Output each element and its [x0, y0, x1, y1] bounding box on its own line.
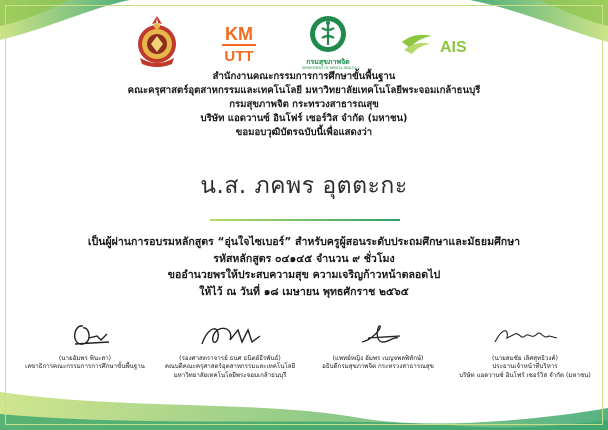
signature-dmh — [338, 320, 418, 350]
signatory-obec-name: (นายอัมพร พินะสา) — [58, 355, 112, 362]
signatory-kmutt-position-2: มหาวิทยาลัยเทคโนโลยีพระจอมเกล้าธนบุรี — [173, 371, 287, 379]
dmh-sub-label: DEPARTMENT OF MENTAL HEALTH — [302, 66, 356, 70]
org-line-kmutt: คณะครุศาสตร์อุตสาหกรรมและเทคโนโลยี มหาวิทยาลัยเทคโนโลยีพระจอมเกล้าธนบุรี — [127, 85, 481, 96]
signature-ais — [485, 320, 565, 350]
ais-text: AIS — [440, 39, 467, 56]
signatory-ais-position-1: ประธานเจ้าหน้าที่บริหาร — [492, 363, 558, 370]
dmh-label: กรมสุขภาพจิต — [306, 58, 350, 66]
blessing-text: ขออำนวยพรให้ประสบความสุข ความเจริญก้าวหน้าตลอดไป — [167, 269, 441, 281]
org-line-ais: บริษัท แอดวานซ์ อินโฟร์ เซอร์วิส จำกัด (มหาชน) — [200, 113, 408, 124]
signatory-kmutt-name: (รองศาสตราจารย์ ธนศ ธนิตย์ธีรพันธ์) — [179, 355, 281, 362]
signature-kmutt — [190, 320, 270, 350]
kmutt-top-text: KM — [225, 24, 253, 44]
kmutt-logo — [218, 20, 260, 64]
ais-logo — [400, 30, 480, 60]
signatory-obec — [10, 320, 160, 372]
dmh-logo — [302, 14, 354, 70]
org-line-obec: สำนักงานคณะกรรมการการศึกษาขั้นพื้นฐาน — [212, 71, 396, 82]
obec-emblem-logo — [134, 14, 180, 68]
issue-date: ให้ไว้ ณ วันที่ ๑๘ เมษายน พุทธศักราช ๒๕๖๕ — [199, 285, 409, 298]
signatory-ais-position-2: บริษัท แอดวานซ์ อินโฟร์ เซอร์วิส จำกัด (มหาชน) — [459, 371, 591, 379]
logo-row — [0, 14, 608, 68]
signatory-kmutt — [155, 320, 305, 380]
signatory-ais-name: (นายสมชัย เลิศสุทธิวงค์) — [492, 355, 558, 362]
signatory-ais — [450, 320, 600, 380]
signatory-kmutt-position-1: คณบดีคณะครุศาสตร์อุตสาหกรรมและเทคโนโลยี — [164, 363, 296, 370]
signatory-dmh-name: (แพทย์หญิง อัมพร เบญจพลพิทักษ์) — [332, 355, 424, 362]
recipient-divider — [210, 219, 400, 221]
signatory-obec-position: เลขาธิการคณะกรรมการการศึกษาขั้นพื้นฐาน — [25, 363, 145, 370]
certificate-intro: ขอมอบวุฒิบัตรฉบับนี้เพื่อแสดงว่า — [235, 127, 373, 138]
signature-obec — [45, 320, 125, 350]
certificate-body — [0, 234, 608, 300]
course-description: เป็นผู้ผ่านการอบรมหลักสูตร “อุ่นใจไซเบอร์” สำหรับครูผู้สอนระดับประถมศึกษาและมัธยมศึกษา — [87, 236, 521, 248]
organization-list — [0, 70, 608, 140]
course-code: รหัสหลักสูตร ๐๔๑๔๕ จำนวน ๙ ชั่วโมง — [213, 252, 395, 265]
recipient-name: น.ส. ภคพร อุตตะกะ — [200, 173, 408, 199]
signatory-dmh — [303, 320, 453, 372]
org-line-dmh: กรมสุขภาพจิต กระทรวงสาธารณสุข — [229, 99, 379, 110]
kmutt-bottom-text: UTT — [224, 48, 254, 64]
signatory-dmh-position: อธิบดีกรมสุขภาพจิต กระทรวงสาธารณสุข — [322, 363, 434, 370]
